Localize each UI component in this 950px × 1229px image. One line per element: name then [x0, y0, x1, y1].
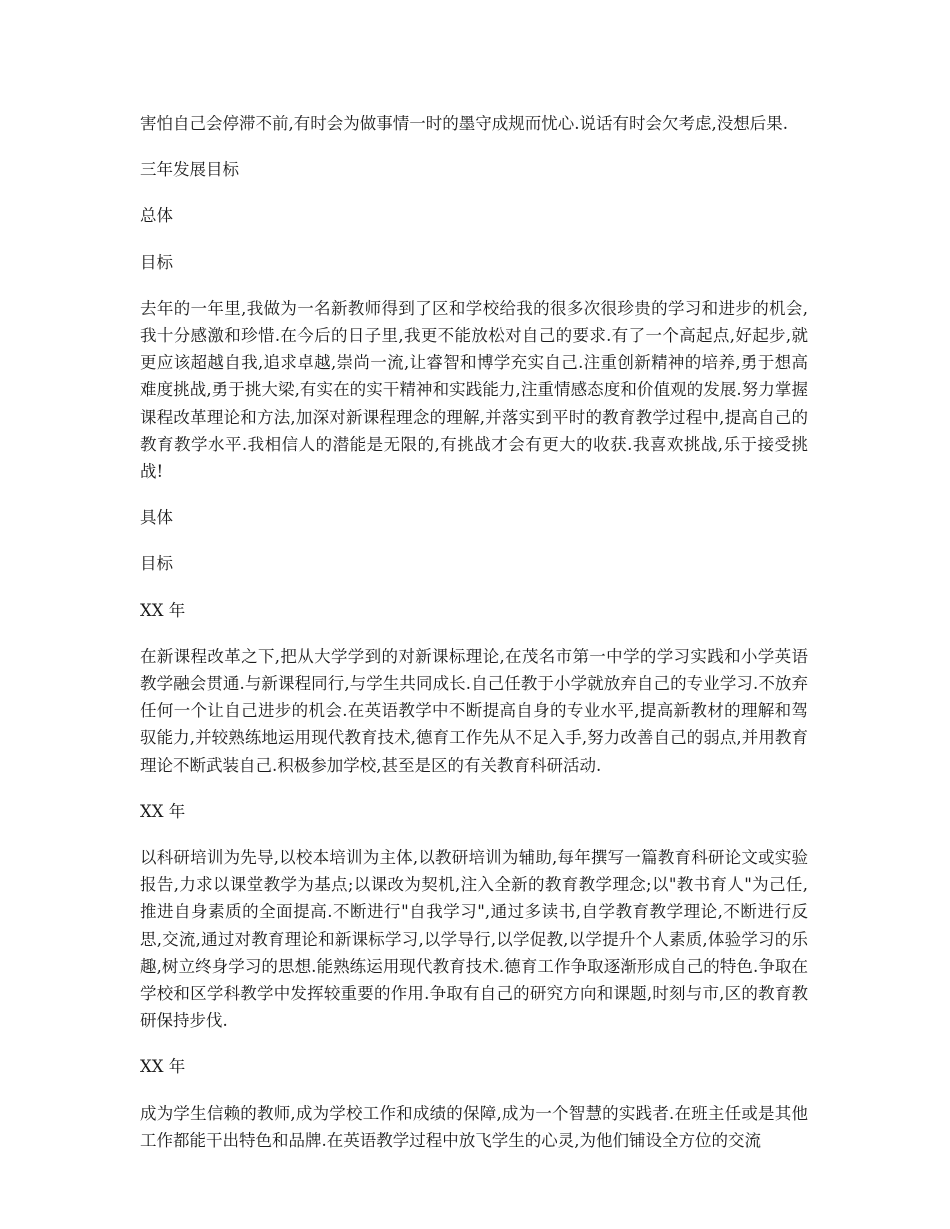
- document-page: [140, 110, 808, 1173]
- year-heading-1: XX 年: [140, 600, 186, 620]
- year-1-paragraph: 在新课程改革之下,把从大学学到的对新课标理论,在茂名市第一中学的学习实践和小学英语教学融会贯通.与新课程同行,与学生共同成长.自己任教于小学就放弃自己的专业学习.不放弃任何一个让自己进步的机会.在英语教学中不断提高自身的专业水平,提高新教材的理解和驾驭能力,并较熟练地运用现代教育技术,德育工作先从不足入手,努力改善自己的弱点,并用教育理论不断武装自己.积极参加学校,甚至是区的有关教育科研活动.: [140, 646, 808, 775]
- overall-goal-paragraph: 去年的一年里,我做为一名新教师得到了区和学校给我的很多次很珍贵的学习和进步的机会,我十分感激和珍惜.在今后的日子里,我更不能放松对自己的要求.有了一个高起点,好起步,就更应该超越自我,追求卓越,崇尚一流,让睿智和博学充实自己.注重创新精神的培养,勇于想高难度挑战,勇于挑大梁,有实在的实干精神和实践能力,注重情感态度和价值观的发展.努力掌握课程改革理论和方法,加深对新课程理念的理解,并落实到平时的教育教学过程中,提高自己的教育教学水平.我相信人的潜能是无限的,有挑战才会有更大的收获.我喜欢挑战,乐于接受挑战!: [140, 298, 808, 482]
- subheading-overall: 总体: [140, 206, 173, 226]
- year-heading-2: XX 年: [140, 801, 186, 821]
- subheading-goal-2: 目标: [140, 554, 173, 574]
- year-3-paragraph: 成为学生信赖的教师,成为学校工作和成绩的保障,成为一个智慧的实践者.在班主任或是其他工作都能干出特色和品牌.在英语教学过程中放飞学生的心灵,为他们铺设全方位的交流: [140, 1103, 808, 1150]
- section-heading-three-year-goals: 三年发展目标: [140, 160, 239, 180]
- subheading-specific: 具体: [140, 508, 173, 528]
- intro-line: 害怕自己会停滞不前,有时会为做事情一时的墨守成规而忧心.说话有时会欠考虑,没想后果.: [140, 114, 788, 133]
- year-heading-3: XX 年: [140, 1057, 186, 1077]
- year-2-paragraph: 以科研培训为先导,以校本培训为主体,以教研培训为辅助,每年撰写一篇教育科研论文或实验报告,力求以课堂教学为基点;以课改为契机,注入全新的教育教学理念;以"教书育人"为己任,推进自身素质的全面提高.不断进行"自我学习",通过多读书,自学教育教学理论,不断进行反思,交流,通过对教育理论和新课标学习,以学导行,以学促教,以学提升个人素质,体验学习的乐趣,树立终身学习的思想.能熟练运用现代教育技术.德育工作争取逐渐形成自己的特色.争取在学校和区学科教学中发挥较重要的作用.争取有自己的研究方向和课题,时刻与市,区的教育教研保持步伐.: [140, 848, 808, 1031]
- subheading-goal: 目标: [140, 252, 173, 272]
